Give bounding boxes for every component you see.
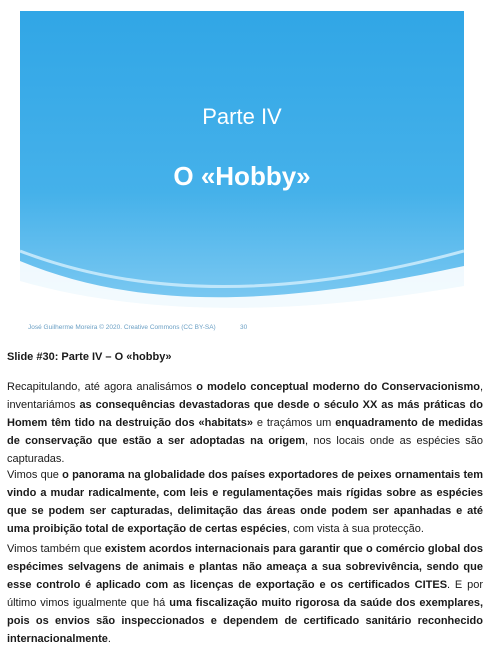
- paragraph-2: [7, 466, 483, 538]
- text-segment: , nos locais onde as espécies são capturadas.: [7, 435, 483, 465]
- text-segment: Recapitulando, até agora analisámos: [7, 381, 197, 393]
- bold-text-segment: o panorama na globalidade dos países exportadores de peixes ornamentais tem vindo a mudar radicalmente, com leis e regulamentações mais rígidas sobre as espécies que se podem ser capturadas, delimitação das áreas onde podem ser apanhadas e até uma proibição total de exportação de certas espécies: [7, 469, 484, 535]
- text-segment: .: [107, 633, 111, 645]
- bold-text-segment: as consequências devastadoras que desde o século XX as más práticas do Homem têm tido na destruição dos «habitats»: [7, 399, 483, 429]
- bold-text-segment: existem acordos internacionais para garantir que o comércio global dos espécimes selvagens de animais e plantas não ameaça a sua sobrevivência, sendo que esse controlo é aplicado com as licenças de exportação e os certificados CITES: [7, 543, 483, 591]
- paragraph-3: [7, 540, 483, 648]
- slide-footer: José Guilherme Moreira © 2020. Creative Commons (CC BY-SA): [28, 324, 216, 331]
- text-segment: Vimos também que: [7, 543, 105, 555]
- text-segment: . E por último vimos igualmente que há: [7, 579, 483, 609]
- text-segment: e traçámos um: [252, 417, 336, 429]
- slide-heading: Slide #30: Parte IV – O «hobby»: [7, 351, 172, 363]
- slide-thumbnail: [20, 11, 464, 341]
- text-segment: , com vista à sua protecção.: [287, 523, 424, 535]
- paragraph-1: [7, 378, 483, 468]
- bold-text-segment: uma fiscalização muito rigorosa da saúde dos exemplares, pois os envios são inspeccionados e dependem de certificado sanitário reconhecido internacionalmente: [7, 597, 483, 645]
- slide-page-number: 30: [240, 324, 248, 331]
- text-segment: , inventariámos: [7, 381, 484, 411]
- bold-text-segment: enquadramento de medidas de conservação que estão a ser adoptadas na origem: [7, 417, 483, 447]
- slide-title: Parte IV: [202, 104, 282, 129]
- slide-subtitle: O «Hobby»: [173, 161, 311, 191]
- text-segment: Vimos que: [7, 469, 63, 481]
- bold-text-segment: o modelo conceptual moderno do Conservacionismo: [196, 381, 480, 393]
